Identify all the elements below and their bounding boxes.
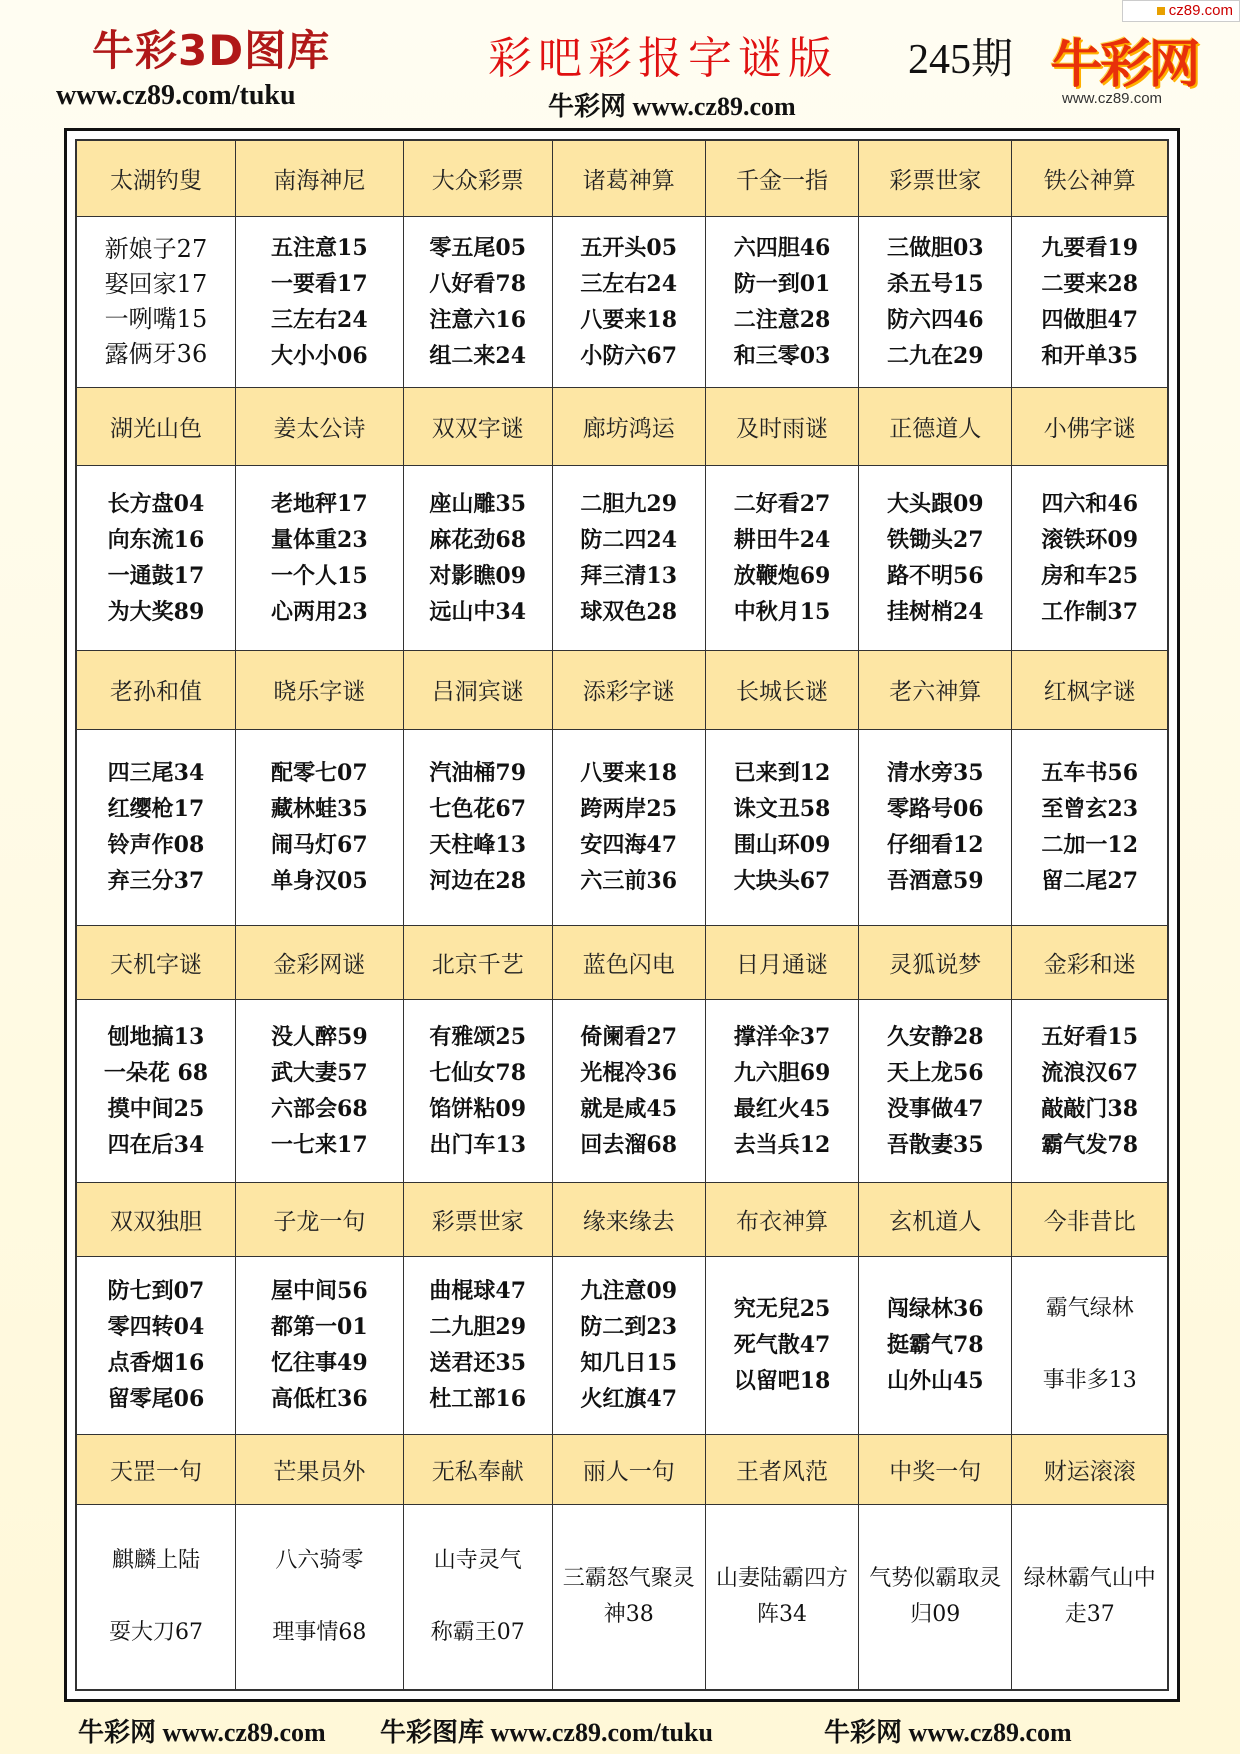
riddle-cell (705, 999, 858, 1182)
riddle-cell (403, 216, 552, 387)
riddle-line: 山寺灵气 (433, 1547, 522, 1573)
riddle-line: 防六四46 (886, 306, 984, 333)
riddle-line: 一个人15 (271, 563, 368, 590)
riddle-row (77, 729, 1168, 926)
riddle-line: 知几日15 (580, 1350, 678, 1377)
riddle-cell (403, 999, 552, 1182)
riddle-line: 摸中间25 (107, 1095, 205, 1122)
riddle-line: 撑洋伞37 (733, 1023, 831, 1050)
column-title: 吕洞宾谜 (403, 651, 552, 729)
footer-link-middle[interactable]: 牛彩图库 www.cz89.com/tuku (380, 1718, 713, 1747)
riddle-line: 六部会68 (271, 1095, 368, 1122)
column-title: 太湖钓叟 (77, 141, 236, 217)
riddle-line: 闹马灯67 (271, 832, 368, 859)
riddle-line: 七色花67 (429, 796, 527, 823)
logo-text: 牛彩网 (1050, 35, 1198, 95)
riddle-line: 一要看17 (271, 270, 368, 297)
riddle-line: 长方盘04 (107, 491, 205, 518)
riddle-line: 山妻陆霸四方阵34 (716, 1565, 849, 1627)
riddle-line: 挂树梢24 (886, 599, 984, 626)
riddle-row (77, 1504, 1168, 1689)
riddle-line: 死气散47 (733, 1332, 831, 1359)
riddle-line: 已来到12 (733, 760, 831, 787)
riddle-cell (859, 1256, 1012, 1435)
riddle-line: 六三前36 (580, 868, 678, 895)
riddle-line: 一通鼓17 (107, 563, 205, 590)
riddle-line: 防二到23 (580, 1314, 678, 1341)
riddle-cell (1012, 465, 1168, 650)
riddle-line: 对影瞧09 (429, 563, 527, 590)
riddle-cell (77, 999, 236, 1182)
column-title: 南海神尼 (235, 141, 403, 217)
riddle-line: 九注意09 (580, 1278, 678, 1305)
riddle-line: 远山中34 (429, 599, 527, 626)
riddle-line: 一朵花 68 (103, 1059, 209, 1086)
column-title: 晓乐字谜 (235, 651, 403, 729)
riddle-line: 老地秤17 (271, 491, 368, 518)
riddle-line: 以留吧18 (733, 1368, 831, 1395)
riddle-cell (403, 1256, 552, 1435)
riddle-line: 弃三分37 (107, 868, 205, 895)
riddle-line: 一七来17 (271, 1131, 368, 1158)
riddle-line: 围山环09 (733, 832, 831, 859)
riddle-line: 八要来18 (580, 306, 678, 333)
riddle-cell (77, 216, 236, 387)
riddle-cell (77, 729, 236, 926)
riddle-line: 一咧嘴15 (104, 304, 208, 333)
riddle-line: 二要来28 (1041, 270, 1139, 297)
riddle-line: 四六和46 (1041, 491, 1139, 518)
favicon-icon (1157, 7, 1165, 15)
column-title: 湖光山色 (77, 387, 236, 465)
riddle-line: 九六胆69 (733, 1059, 831, 1086)
riddle-cell (77, 1256, 236, 1435)
column-title: 金彩和迷 (1012, 926, 1168, 1000)
column-title: 财运滚滚 (1012, 1435, 1168, 1504)
riddle-line: 三左右24 (271, 306, 368, 333)
riddle-line: 河边在28 (429, 868, 527, 895)
riddle-line: 天柱峰13 (429, 832, 527, 859)
riddle-line: 六四胆46 (733, 234, 831, 261)
riddle-cell (859, 729, 1012, 926)
column-title: 丽人一句 (552, 1435, 705, 1504)
logo (1040, 18, 1208, 114)
header-row (77, 141, 1168, 217)
header-row (77, 926, 1168, 1000)
riddle-line: 究无兒25 (733, 1296, 831, 1323)
riddle-cell (235, 1256, 403, 1435)
riddle-line: 二注意28 (733, 306, 831, 333)
riddle-line: 火红旗47 (580, 1386, 678, 1413)
riddle-line: 麻花劲68 (429, 527, 527, 554)
column-title: 彩票世家 (859, 141, 1012, 217)
header-row (77, 651, 1168, 729)
column-title: 中奖一句 (859, 1435, 1012, 1504)
riddle-line: 和三零03 (733, 342, 831, 369)
riddle-line: 清水旁35 (886, 760, 984, 787)
riddle-row (77, 999, 1168, 1182)
riddle-line: 零四转04 (107, 1314, 205, 1341)
column-title: 玄机道人 (859, 1182, 1012, 1256)
footer-link-left[interactable]: 牛彩网 www.cz89.com (78, 1718, 326, 1747)
riddle-line: 铃声作08 (107, 832, 205, 859)
column-title: 蓝色闪电 (552, 926, 705, 1000)
column-title: 无私奉献 (403, 1435, 552, 1504)
riddle-line: 至曾玄23 (1041, 796, 1139, 823)
riddle-line: 注意六16 (429, 306, 527, 333)
riddle-line: 二加一12 (1041, 832, 1139, 859)
riddle-cell (552, 1256, 705, 1435)
column-title: 正德道人 (859, 387, 1012, 465)
riddle-line: 留零尾06 (107, 1386, 205, 1413)
riddle-line: 八要来18 (580, 760, 678, 787)
riddle-line: 诛文丑58 (733, 796, 831, 823)
riddle-cell (859, 999, 1012, 1182)
riddle-cell (1012, 729, 1168, 926)
riddle-line: 跨两岸25 (580, 796, 678, 823)
riddle-line: 三做胆03 (886, 234, 984, 261)
riddle-cell (552, 999, 705, 1182)
corner-badge[interactable] (1122, 0, 1240, 22)
riddle-row (77, 1256, 1168, 1435)
riddle-cell (705, 729, 858, 926)
riddle-line: 红缨枪17 (107, 796, 205, 823)
riddle-line: 二胆九29 (580, 491, 678, 518)
riddle-line: 单身汉05 (271, 868, 368, 895)
riddle-line: 久安静28 (886, 1023, 984, 1050)
riddle-line: 事非多13 (1042, 1368, 1137, 1394)
riddle-line: 八好看78 (429, 270, 527, 297)
column-title: 老六神算 (859, 651, 1012, 729)
riddle-line: 就是咸45 (580, 1095, 678, 1122)
riddle-line: 最红火45 (733, 1095, 831, 1122)
riddle-line: 四做胆47 (1041, 306, 1139, 333)
riddle-line: 防七到07 (107, 1278, 205, 1305)
riddle-line: 霸气绿林 (1045, 1296, 1134, 1322)
riddle-line: 放鞭炮69 (733, 563, 831, 590)
riddle-line: 三霸怒气聚灵神38 (562, 1565, 695, 1627)
riddle-line: 座山雕35 (429, 491, 527, 518)
column-title: 大众彩票 (403, 141, 552, 217)
riddle-line: 曲棍球47 (429, 1278, 527, 1305)
riddle-line: 有雅颂25 (429, 1023, 527, 1050)
riddle-cell (77, 465, 236, 650)
riddle-line: 二好看27 (733, 491, 831, 518)
riddle-line: 称霸王07 (430, 1619, 525, 1645)
riddle-line: 路不明56 (886, 563, 984, 590)
riddle-line: 大头跟09 (886, 491, 984, 518)
riddle-line: 向东流16 (107, 527, 205, 554)
logo-url: www.cz89.com (1062, 90, 1163, 107)
riddle-line: 中秋月15 (733, 599, 831, 626)
riddle-table (76, 140, 1168, 1690)
column-title: 双双独胆 (77, 1182, 236, 1256)
riddle-line: 吾散妻35 (886, 1131, 984, 1158)
riddle-line: 杜工部16 (429, 1386, 527, 1413)
column-title: 子龙一句 (235, 1182, 403, 1256)
riddle-cell (235, 465, 403, 650)
column-title: 诸葛神算 (552, 141, 705, 217)
sub-url[interactable]: 牛彩网 www.cz89.com (548, 92, 796, 121)
column-title: 王者风范 (705, 1435, 858, 1504)
riddle-line: 馅饼粘09 (429, 1095, 527, 1122)
header-row (77, 1182, 1168, 1256)
riddle-line: 闯绿林36 (886, 1296, 984, 1323)
riddle-cell (705, 216, 858, 387)
riddle-line: 大小小06 (271, 342, 368, 369)
site-url[interactable]: www.cz89.com/tuku (56, 80, 296, 111)
column-title: 天罡一句 (77, 1435, 236, 1504)
riddle-line: 组二来24 (429, 342, 527, 369)
column-title: 北京千艺 (403, 926, 552, 1000)
riddle-cell (1012, 1256, 1168, 1435)
riddle-line: 大块头67 (733, 868, 831, 895)
riddle-line: 气势似霸取灵归09 (869, 1565, 1002, 1627)
column-title: 布衣神算 (705, 1182, 858, 1256)
column-title: 金彩网谜 (235, 926, 403, 1000)
riddle-line: 天上龙56 (886, 1059, 984, 1086)
riddle-line: 零路号06 (886, 796, 984, 823)
main-title: 彩吧彩报字谜版 (488, 33, 838, 84)
riddle-line: 五车书56 (1041, 760, 1139, 787)
riddle-cell (403, 465, 552, 650)
riddle-line: 汽油桶79 (429, 760, 527, 787)
riddle-line: 球双色28 (580, 599, 678, 626)
riddle-cell (77, 1504, 236, 1689)
column-title: 红枫字谜 (1012, 651, 1168, 729)
riddle-cell (552, 216, 705, 387)
riddle-line: 刨地搞13 (107, 1023, 205, 1050)
riddle-line: 为大奖89 (107, 599, 205, 626)
riddle-line: 小防六67 (580, 342, 678, 369)
riddle-line: 麒麟上陆 (111, 1547, 200, 1573)
riddle-cell (235, 999, 403, 1182)
riddle-line: 倚阑看27 (580, 1023, 678, 1050)
riddle-line: 留二尾27 (1041, 868, 1139, 895)
column-title: 灵狐说梦 (859, 926, 1012, 1000)
column-title: 彩票世家 (403, 1182, 552, 1256)
riddle-line: 回去溜68 (580, 1131, 678, 1158)
riddle-line: 新娘子27 (104, 234, 208, 263)
riddle-line: 都第一01 (271, 1314, 368, 1341)
riddle-line: 防一到01 (733, 270, 831, 297)
riddle-line: 配零七07 (271, 760, 368, 787)
riddle-line: 铁锄头27 (886, 527, 984, 554)
riddle-line: 和开单35 (1041, 342, 1139, 369)
riddle-line: 四三尾34 (107, 760, 205, 787)
column-title: 添彩字谜 (552, 651, 705, 729)
riddle-line: 滚铁环09 (1041, 527, 1139, 554)
riddle-line: 零五尾05 (429, 234, 527, 261)
riddle-line: 霸气发78 (1041, 1131, 1139, 1158)
riddle-cell (235, 729, 403, 926)
riddle-line: 敲敲门38 (1041, 1095, 1139, 1122)
riddle-line: 去当兵12 (733, 1131, 831, 1158)
riddle-line: 没人醉59 (271, 1023, 368, 1050)
riddle-line: 吾酒意59 (886, 868, 984, 895)
riddle-line: 拜三清13 (580, 563, 678, 590)
riddle-line: 二九在29 (886, 342, 984, 369)
riddle-line: 流浪汉67 (1041, 1059, 1139, 1086)
riddle-cell (403, 729, 552, 926)
riddle-grid-inner (75, 139, 1169, 1691)
column-title: 廊坊鸿运 (552, 387, 705, 465)
riddle-line: 八六骑零 (275, 1547, 364, 1573)
header-row (77, 1435, 1168, 1504)
riddle-cell (235, 216, 403, 387)
riddle-line: 九要看19 (1041, 234, 1139, 261)
riddle-line: 光棍冷36 (580, 1059, 678, 1086)
riddle-line: 露俩牙36 (104, 339, 208, 368)
column-title: 及时雨谜 (705, 387, 858, 465)
riddle-cell (403, 1504, 552, 1689)
riddle-line: 耍大刀67 (108, 1619, 203, 1645)
riddle-line: 五注意15 (271, 234, 368, 261)
riddle-line: 工作制37 (1041, 599, 1139, 626)
riddle-line: 出门车13 (429, 1131, 527, 1158)
issue-number: 245期 (908, 37, 1014, 83)
riddle-line: 房和车25 (1041, 563, 1139, 590)
riddle-cell (235, 1504, 403, 1689)
riddle-line: 三左右24 (580, 270, 678, 297)
riddle-row (77, 216, 1168, 387)
column-title: 日月通谜 (705, 926, 858, 1000)
riddle-line: 高低杠36 (271, 1386, 368, 1413)
column-title: 老孙和值 (77, 651, 236, 729)
riddle-cell (552, 729, 705, 926)
riddle-line: 武大妻57 (271, 1059, 368, 1086)
riddle-cell (705, 465, 858, 650)
column-title: 今非昔比 (1012, 1182, 1168, 1256)
riddle-cell (859, 465, 1012, 650)
riddle-line: 绿林霸气山中走37 (1023, 1565, 1156, 1627)
riddle-cell (1012, 999, 1168, 1182)
riddle-cell (552, 465, 705, 650)
riddle-line: 娶回家17 (104, 269, 208, 298)
riddle-row (77, 465, 1168, 650)
column-title: 铁公神算 (1012, 141, 1168, 217)
riddle-line: 四在后34 (107, 1131, 205, 1158)
header-row (77, 387, 1168, 465)
riddle-cell (859, 1504, 1012, 1689)
column-title: 缘来缘去 (552, 1182, 705, 1256)
column-title: 天机字谜 (77, 926, 236, 1000)
column-title: 千金一指 (705, 141, 858, 217)
riddle-line: 五开头05 (580, 234, 678, 261)
page-footer (0, 1706, 1240, 1754)
footer-link-right[interactable]: 牛彩网 www.cz89.com (824, 1718, 1072, 1747)
riddle-cell (552, 1504, 705, 1689)
riddle-line: 送君还35 (429, 1350, 527, 1377)
riddle-line: 量体重23 (271, 527, 368, 554)
column-title: 姜太公诗 (235, 387, 403, 465)
riddle-cell (705, 1504, 858, 1689)
riddle-line: 点香烟16 (107, 1350, 205, 1377)
riddle-line: 挺霸气78 (886, 1332, 984, 1359)
site-title: 牛彩3D图库 (92, 26, 331, 75)
riddle-line: 理事情68 (272, 1619, 367, 1645)
corner-url: cz89.com (1168, 2, 1233, 19)
riddle-line: 心两用23 (271, 599, 368, 626)
riddle-line: 安四海47 (580, 832, 678, 859)
riddle-cell (859, 216, 1012, 387)
riddle-line: 五好看15 (1041, 1023, 1139, 1050)
riddle-cell (1012, 216, 1168, 387)
riddle-line: 杀五号15 (886, 270, 984, 297)
column-title: 长城长谜 (705, 651, 858, 729)
riddle-line: 藏林蛙35 (271, 796, 368, 823)
riddle-line: 二九胆29 (429, 1314, 527, 1341)
riddle-cell (1012, 1504, 1168, 1689)
riddle-line: 七仙女78 (429, 1059, 527, 1086)
column-title: 双双字谜 (403, 387, 552, 465)
riddle-line: 忆往事49 (271, 1350, 368, 1377)
page-header (0, 0, 1240, 128)
riddle-grid (64, 128, 1180, 1702)
riddle-line: 仔细看12 (886, 832, 984, 859)
riddle-line: 耕田牛24 (733, 527, 831, 554)
column-title: 芒果员外 (235, 1435, 403, 1504)
riddle-line: 山外山45 (886, 1368, 984, 1395)
riddle-line: 防二四24 (580, 527, 678, 554)
riddle-line: 没事做47 (886, 1095, 984, 1122)
riddle-cell (705, 1256, 858, 1435)
riddle-line: 屋中间56 (271, 1278, 368, 1305)
column-title: 小佛字谜 (1012, 387, 1168, 465)
